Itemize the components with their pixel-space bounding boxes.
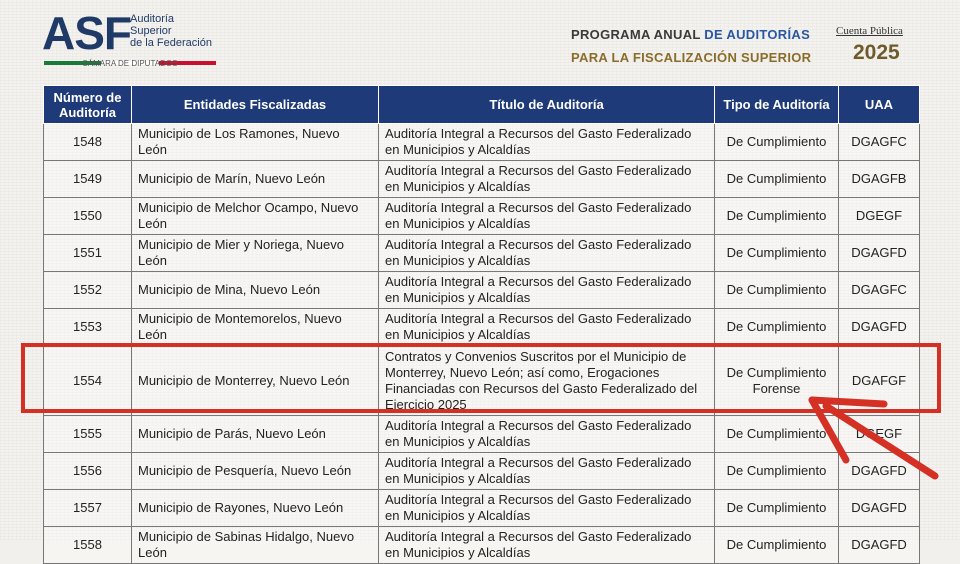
cell-tipo: De Cumplimiento: [715, 453, 839, 490]
cell-tipo: De Cumplimiento Forense: [715, 346, 839, 416]
cell-tipo: De Cumplimiento: [715, 161, 839, 198]
cuenta-publica-label: Cuenta Pública: [836, 25, 903, 37]
logo-subtitle: CÁMARA DE DIPUTADOS: [82, 59, 178, 68]
cell-num: 1558: [44, 527, 132, 564]
cell-tipo: De Cumplimiento: [715, 272, 839, 309]
header-titulo: Título de Auditoría: [379, 86, 715, 124]
cell-uaa: DGAGFD: [839, 490, 920, 527]
cell-uaa: DGAFGF: [839, 346, 920, 416]
cell-tipo: De Cumplimiento: [715, 235, 839, 272]
header-num: Número de Auditoría: [44, 86, 132, 124]
cell-titulo: Auditoría Integral a Recursos del Gasto Federalizado en Municipios y Alcaldías: [379, 235, 715, 272]
cell-uaa: DGEGF: [839, 198, 920, 235]
cell-num: 1554: [44, 346, 132, 416]
cell-titulo: Auditoría Integral a Recursos del Gasto Federalizado en Municipios y Alcaldías: [379, 527, 715, 564]
header-uaa: UAA: [839, 86, 920, 124]
logo-line-3: de la Federación: [130, 37, 212, 49]
cell-num: 1555: [44, 416, 132, 453]
cell-tipo: De Cumplimiento: [715, 490, 839, 527]
cell-uaa: DGAGFD: [839, 527, 920, 564]
program-title-highlight: DE AUDITORÍAS: [704, 27, 811, 42]
program-subtitle: PARA LA FISCALIZACIÓN SUPERIOR: [571, 50, 812, 65]
program-title-prefix: PROGRAMA ANUAL: [571, 27, 705, 42]
cell-tipo: De Cumplimiento: [715, 124, 839, 161]
cell-entidad: Municipio de Los Ramones, Nuevo León: [132, 124, 379, 161]
cell-num: 1549: [44, 161, 132, 198]
cell-num: 1548: [44, 124, 132, 161]
arrow-shaft: [826, 406, 935, 476]
logo-line-1: Auditoría: [130, 13, 175, 25]
logo-line-2: Superior: [130, 25, 172, 37]
header-tipo: Tipo de Auditoría: [715, 86, 839, 124]
cell-tipo: De Cumplimiento: [715, 416, 839, 453]
logo-acronym: ASF: [42, 7, 131, 59]
cell-uaa: DGAGFC: [839, 124, 920, 161]
cell-uaa: DGEGF: [839, 416, 920, 453]
cell-titulo: Auditoría Integral a Recursos del Gasto Federalizado en Municipios y Alcaldías: [379, 272, 715, 309]
cell-uaa: DGAGFD: [839, 309, 920, 346]
cell-entidad: Municipio de Montemorelos, Nuevo León: [132, 309, 379, 346]
cell-titulo: Auditoría Integral a Recursos del Gasto Federalizado en Municipios y Alcaldías: [379, 161, 715, 198]
cell-num: 1552: [44, 272, 132, 309]
cell-uaa: DGAGFB: [839, 161, 920, 198]
cell-titulo: Contratos y Convenios Suscritos por el Municipio de Monterrey, Nuevo León; así como, Erogaciones Financiadas con Recursos del Gasto Federalizado del Ejercicio 2025: [379, 346, 715, 416]
cell-entidad: Municipio de Marín, Nuevo León: [132, 161, 379, 198]
cell-entidad: Municipio de Sabinas Hidalgo, Nuevo León: [132, 527, 379, 564]
cell-entidad: Municipio de Mina, Nuevo León: [132, 272, 379, 309]
cuenta-publica-year: 2025: [853, 41, 900, 64]
cell-num: 1556: [44, 453, 132, 490]
cell-uaa: DGAGFC: [839, 272, 920, 309]
cell-tipo: De Cumplimiento: [715, 309, 839, 346]
cell-titulo: Auditoría Integral a Recursos del Gasto Federalizado en Municipios y Alcaldías: [379, 124, 715, 161]
cell-entidad: Municipio de Melchor Ocampo, Nuevo León: [132, 198, 379, 235]
cell-titulo: Auditoría Integral a Recursos del Gasto Federalizado en Municipios y Alcaldías: [379, 416, 715, 453]
cell-num: 1551: [44, 235, 132, 272]
header-entidad: Entidades Fiscalizadas: [132, 86, 379, 124]
cell-num: 1550: [44, 198, 132, 235]
cell-entidad: Municipio de Parás, Nuevo León: [132, 416, 379, 453]
cell-uaa: DGAGFD: [839, 453, 920, 490]
cell-titulo: Auditoría Integral a Recursos del Gasto Federalizado en Municipios y Alcaldías: [379, 490, 715, 527]
cell-titulo: Auditoría Integral a Recursos del Gasto Federalizado en Municipios y Alcaldías: [379, 309, 715, 346]
cell-entidad: Municipio de Rayones, Nuevo León: [132, 490, 379, 527]
cell-uaa: DGAGFD: [839, 235, 920, 272]
cell-titulo: Auditoría Integral a Recursos del Gasto Federalizado en Municipios y Alcaldías: [379, 453, 715, 490]
arrow-head-top: [812, 400, 884, 404]
cell-num: 1557: [44, 490, 132, 527]
cell-titulo: Auditoría Integral a Recursos del Gasto Federalizado en Municipios y Alcaldías: [379, 198, 715, 235]
cell-entidad: Municipio de Monterrey, Nuevo León: [132, 346, 379, 416]
cell-tipo: De Cumplimiento: [715, 527, 839, 564]
cell-tipo: De Cumplimiento: [715, 198, 839, 235]
cell-num: 1553: [44, 309, 132, 346]
cell-entidad: Municipio de Pesquería, Nuevo León: [132, 453, 379, 490]
cell-entidad: Municipio de Mier y Noriega, Nuevo León: [132, 235, 379, 272]
